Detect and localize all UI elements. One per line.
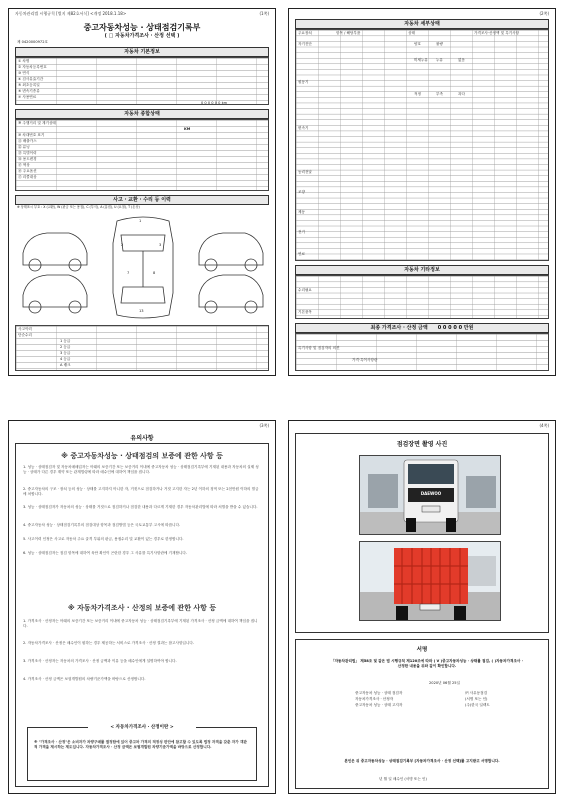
status-option-2: 미세누유: [414, 58, 428, 62]
odometer-value: 0 0 0 0 0 0 km: [201, 101, 228, 105]
part-13: 13: [139, 309, 144, 313]
basic-label-5: ⑥ 변속기종류: [18, 89, 40, 93]
signer-1: 자동차가격조사 · 산정자: [355, 697, 394, 701]
notice-title: 유의사항: [130, 435, 154, 442]
basic-info-table: [15, 57, 269, 105]
detail-table: [295, 29, 549, 261]
other-label-0: 수리필요: [298, 288, 312, 292]
part-7: 7: [127, 271, 130, 275]
definition-title: < 자동차가격조사 · 산정이란 >: [88, 724, 196, 730]
truck-rear-illustration: [360, 542, 501, 621]
group-3: 동력전달: [298, 170, 312, 174]
truck-rear-photo: [359, 541, 501, 621]
signer-value-1: (서명 또는 인): [465, 697, 488, 701]
frame-label-1: 2 등급: [60, 345, 71, 349]
notice-para-1-4: 5. 사고이력 인정은 사고로 자동차 주요 골격 부위의 판금, 용접수리 및 교환이 있는 경우로 한정합니다.: [23, 537, 184, 541]
section-basic-info: 자동차 기본정보: [15, 47, 269, 57]
summary-table: [15, 119, 269, 191]
page-number: (2쪽): [539, 11, 549, 16]
status-option-0: 양호: [414, 42, 421, 46]
group-4: 조향: [298, 190, 305, 194]
page-number: (1쪽): [259, 11, 269, 16]
part-1: 1: [139, 219, 142, 223]
frame-label-2: 3 등급: [60, 351, 71, 355]
page-header: [9, 421, 275, 431]
group-5: 제동: [298, 210, 305, 214]
basic-label-0: ① 차명: [18, 59, 30, 63]
frame-label-4: A 랭크: [60, 363, 71, 367]
section-detail: 자동차 세부상태: [295, 19, 549, 29]
notice-para-1-5: 6. 성능 · 상태점검자는 점검 항목에 대하여 육안 확인이 곤란한 경우 그 사유를 특기사항란에 기재합니다.: [23, 551, 188, 555]
price-value: 0 0 0 0 0 만원: [437, 325, 474, 331]
summary-label-0: ⑨ 주행거리 및 계기상태: [18, 121, 56, 125]
signature-statement: 「자동차관리법」 제58조 및 같은 법 시행규칙 제120조에 따라 ( V )중고자동차성능 · 상태를 점검, ( )자동차가격조사 · 산정한 내용을 위와 같이 확인합니다.: [330, 659, 523, 669]
price-heading: 최종 가격조사 · 산정 금액: [370, 325, 428, 331]
basic-label-6: ⑦ 사용연료: [18, 95, 37, 99]
page-1: [8, 8, 276, 376]
summary-label-3: ⑫ 튜닝: [18, 145, 30, 149]
section-summary: 자동차 종합상태: [15, 109, 269, 119]
signer-value-0: ㈜ 사무동점검: [465, 691, 488, 695]
summary-label-6: ⑮ 색상: [18, 163, 30, 167]
page-header: [9, 9, 275, 19]
notice-para-1-3: 4. 중고자동차 성능 · 상태점검기록부의 점검대상 항목과 점검방법 등은 국토교통부 고시에 따릅니다.: [23, 523, 181, 527]
status-option-3: 누유: [436, 58, 443, 62]
form-reference: 자동차관리법 시행규칙 [별지 제82호서식] <개정 2018.1.18>: [15, 11, 127, 16]
accident-legend: ※ 상태표시 부호 : X (교환), W (판금 또는 용접), C (부식), A (흠집), U (요철), T (손상): [17, 205, 140, 209]
summary-label-4: ⑬ 특별이력: [18, 151, 37, 155]
summary-label-7: ⑯ 주요옵션: [18, 169, 37, 173]
group-7: 연료: [298, 252, 305, 256]
section-other: 자동차 기타정보: [295, 265, 549, 275]
notice-para-1-2: 3. 성능 · 상태점검자가 자동차의 성능 · 상태를 거짓으로 점검하거나 점검한 내용과 다르게 기재한 경우 자동차관리법에 따라 처벌을 받을 수 있습니다.: [23, 505, 258, 509]
page-header: [289, 421, 555, 431]
group-0: 자기진단: [298, 42, 312, 46]
sign-label: 가격·특이사항란: [352, 358, 378, 362]
frame-label-3: 4 등급: [60, 357, 71, 361]
group-2: 변속기: [298, 126, 309, 130]
basic-label-1: ② 자동차등록번호: [18, 65, 47, 69]
signer-2: 중고자동차 성능 · 상태 고지자: [355, 703, 403, 707]
notice-para-2-1: 2. 자동차가격조사 · 산정은 매수인이 원하는 경우 제공하는 서비스로 가격조사 · 산정 결과는 참고사항입니다.: [23, 641, 194, 645]
notice-para-2-2: 3. 가격조사 · 산정자는 자동차의 가격조사 · 산정 금액과 이유 등을 매수인에게 설명하여야 합니다.: [23, 659, 177, 663]
detail-col-2: 상태: [408, 31, 415, 35]
page-2: [288, 8, 556, 376]
notice-para-1-1: 2. 중고자동차의 구조 · 장치 등의 성능 · 상태를 고지하지 아니한 자, 거짓으로 점검하거나 거짓 고지한 자는 2년 이하의 징역 또는 2천만원 이하의 벌금에 처합니다.: [23, 487, 259, 497]
part-2: 2: [121, 243, 124, 247]
mileage-value: KM: [184, 127, 191, 131]
group-6: 전기: [298, 230, 305, 234]
section-accident: 사고 · 교환 · 수리 등 이력: [15, 195, 269, 205]
part-8: 8: [153, 271, 156, 275]
detail-col-3: 가격조사·산정액 및 특기사항: [474, 31, 520, 35]
accident-table: [15, 325, 269, 371]
group-1: 원동기: [298, 80, 309, 84]
signature-title: 서명: [416, 647, 428, 653]
notice-para-2-0: 1. 가격조사 · 산정자는 아래의 보증기간 또는 보증거리 이내에 중고자동차 성능 · 상태점검기록부에 기재된 가격조사 · 산정 금액에 대하여 책임을 집니다.: [23, 619, 258, 629]
truck-front-photo: [359, 455, 501, 535]
notice-heading-2: ※ 자동차가격조사 · 산정의 보증에 관한 사항 등: [67, 604, 217, 612]
page-4: [288, 420, 556, 794]
part-3: 3: [159, 243, 162, 247]
page-number: (4쪽): [539, 423, 549, 428]
basic-label-4: ⑤ 최초등록일: [18, 83, 40, 87]
special-notes-label: 특기사항 및 점검자의 의견: [298, 346, 340, 350]
accident-label-1: 단순수리: [18, 333, 32, 337]
detail-col-0: 주요장치: [298, 31, 312, 35]
status-option-7: 과다: [458, 92, 465, 96]
notice-heading-1: ※ 중고자동차성능 · 상태점검의 보증에 관한 사항 등: [61, 452, 223, 460]
notice-para-1-0: 1. 성능 · 상태점검자 및 자동차매매업자는 아래의 보증기간 또는 보증거리 이내에 중고자동차 성능 · 상태점검기록부에 기재된 내용과 자동차의 실제 성능 · 상태가 다른 경우 계약 또는 관계법령에 따라 매수인에 대하여 책임을 집니다.: [23, 465, 259, 475]
basic-label-3: ④ 검사유효기간: [18, 77, 44, 81]
frame-label-0: 1 등급: [60, 339, 71, 343]
record-number: 제 0420000972호: [17, 40, 48, 44]
definition-text: ※ "가격조사 · 산정"은 소비자가 차량구매를 결정함에 있어 중고차 가격의 적정성 판단에 참고할 수 있도록 법정 자격을 갖춘 자가 객관적 가격을 제시하는 제도입니다. 자동차가격조사 · 산정 금액은 보험개발원 차량기준가액을 바탕으로 산정합니다.: [34, 740, 247, 750]
detail-col-1: 항목 / 해당부품: [336, 31, 361, 35]
other-label-1: 기본품목: [298, 310, 312, 314]
form-title: 중고자동차성능 · 상태점검기록부: [83, 23, 201, 32]
signer-value-2: (주)한국 일렉트: [465, 703, 490, 707]
page-number: (3쪽): [259, 423, 269, 428]
status-option-4: 없음: [458, 58, 465, 62]
page-header: [289, 9, 555, 19]
accident-label-0: 사고이력: [18, 327, 32, 331]
status-option-5: 적정: [414, 92, 421, 96]
summary-label-2: ⑪ 배출가스: [18, 139, 37, 143]
buyer-statement: 본인은 위 중고자동차성능 · 상태점검기록부 [자동차가격조사 · 산정 선택]를 고지받고 서명합니다.: [344, 759, 500, 763]
basic-label-2: ③ 연식: [18, 71, 30, 75]
other-table: [295, 275, 549, 319]
signer-0: 중고자동차 성능 · 상태 점검자: [355, 691, 403, 695]
car-diagram: [17, 213, 269, 321]
summary-label-8: ⑰ 리콜대상: [18, 175, 37, 179]
summary-label-5: ⑭ 용도변경: [18, 157, 37, 161]
photo-title: 점검장면 촬영 사진: [396, 441, 448, 448]
status-option-1: 불량: [436, 42, 443, 46]
definition-box: [27, 727, 257, 781]
notice-para-2-3: 4. 가격조사 · 산정 금액은 보험개발원의 차량기준가액을 바탕으로 산정합니다.: [23, 677, 146, 681]
form-subtitle: ( □ 자동차가격조사 · 산정 선택 ): [104, 33, 180, 39]
truck-brand-label: DAEWOO: [420, 491, 442, 496]
page-3: [8, 420, 276, 794]
section-price: [295, 323, 549, 333]
status-option-6: 부족: [436, 92, 443, 96]
special-notes-table: [295, 333, 549, 371]
buyer-sign-line: 년 월 일 매수인 (서명 또는 인): [379, 777, 427, 781]
summary-label-1: ⑩ 차대번호 표기: [18, 133, 45, 137]
signature-date: 2020년 06월 25일: [429, 681, 460, 685]
